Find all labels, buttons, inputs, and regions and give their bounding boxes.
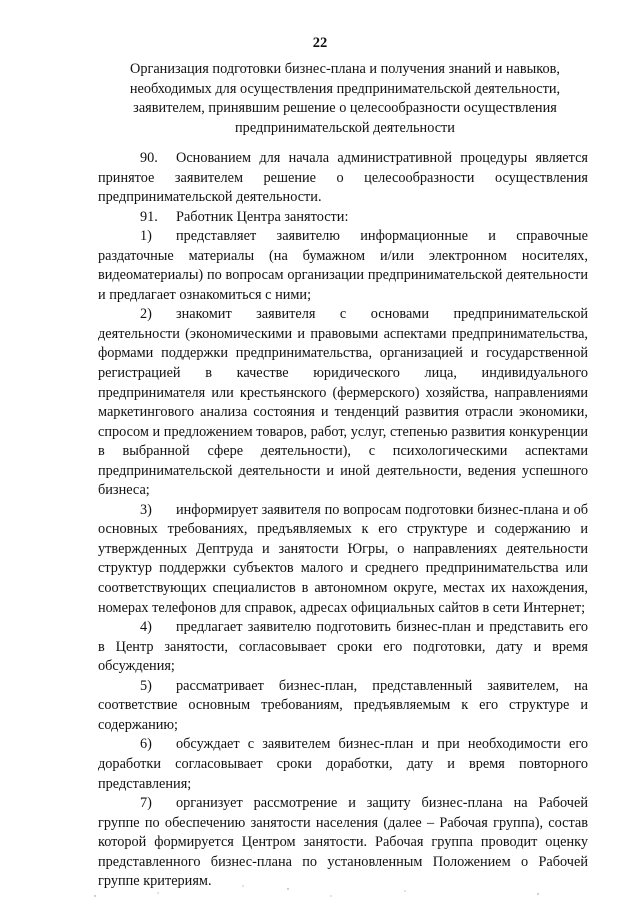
list-item-text: информирует заявителя по вопросам подготовки бизнес-плана и об основных требованиях, предъявляемых к его структуре и содержанию и утвержденных Дептруда и занятости Югры, о направлениях деятельности структур поддержки субъектов малого и среднего предпринимательства или соответствующих специалистов в автономном округе, местах их нахождения, номерах телефонов для справок, адресах официальных сайтов в сети Интернет;	[98, 501, 588, 616]
paragraph-number: 91.	[140, 208, 158, 225]
list-item-number: 5)	[140, 677, 152, 694]
section-title: Организация подготовки бизнес-плана и получения знаний и навыков, необходимых для осуществления предпринимательской деятельности, заявителем, принявшим решение о целесообразности осуществления предпринимательской деятельности	[129, 61, 561, 136]
list-item-text: организует рассмотрение и защиту бизнес-плана на Рабочей группе по обеспечению занятости населения (далее – Рабочая группа), состав которой формируется Центром занятости. Рабочая группа проводит оценку представленного бизнес-плана по установленным Положением о Рабочей группе критериям.	[98, 795, 588, 890]
paragraph-91	[98, 208, 588, 228]
body-text	[98, 149, 588, 892]
list-item-number: 2)	[140, 306, 152, 323]
list-item-text: обсуждает с заявителем бизнес-план и при необходимости его доработки согласовывает сроки доработки, дату и время повторного представления;	[98, 736, 588, 792]
list-item-7	[98, 794, 588, 892]
list-item-text: представляет заявителю информационные и справочные раздаточные материалы (на бумажном и/или электронном носителях, видеоматериалы) по вопросам организации предпринимательской деятельности и предлагает ознакомиться с ними;	[98, 228, 588, 303]
list-item-number: 4)	[140, 619, 152, 636]
list-item-2	[98, 305, 588, 500]
paragraph-number: 90.	[140, 150, 158, 166]
list-item-6	[98, 735, 588, 794]
list-item-text: рассматривает бизнес-план, представленный заявителем, на соответствие основным требованиям, предъявляемым к его структуре и содержанию;	[98, 677, 588, 733]
list-item-text: предлагает заявителю подготовить бизнес-план и представить его в Центр занятости, согласовывает сроки его подготовки, дату и время обсуждения;	[98, 619, 588, 675]
list-item-number: 3)	[140, 501, 152, 518]
list-item-number: 6)	[140, 736, 152, 753]
paragraph-90	[98, 149, 588, 208]
list-item-3	[98, 501, 588, 618]
page-number: 22	[312, 35, 328, 51]
list-item-5	[98, 677, 588, 736]
list-item-1	[98, 227, 588, 305]
paragraph-text: Основанием для начала административной процедуры является принятое заявителем решение о целесообразности осуществления предпринимательской деятельности.	[98, 150, 588, 206]
list-item-4	[98, 618, 588, 677]
paragraph-text: Работник Центра занятости:	[176, 208, 349, 225]
list-item-number: 1)	[140, 228, 152, 245]
list-item-text: знакомит заявителя с основами предпринимательской деятельности (экономическими и правовыми аспектами предпринимательства, формами поддержки предпринимательства, организацией и государственной регистрацией в качестве юридического лица, индивидуального предпринимателя или крестьянского (фермерского) хозяйства, направлениями маркетингового анализа состояния и тенденций развития отрасли экономики, спросом и предложением товаров, работ, услуг, степенью развития конкуренции в выбранной сфере деятельности), с психологическими аспектами предпринимательской деятельности и иной деятельности, ведения успешного бизнеса;	[98, 306, 588, 499]
list-item-number: 7)	[140, 795, 152, 812]
